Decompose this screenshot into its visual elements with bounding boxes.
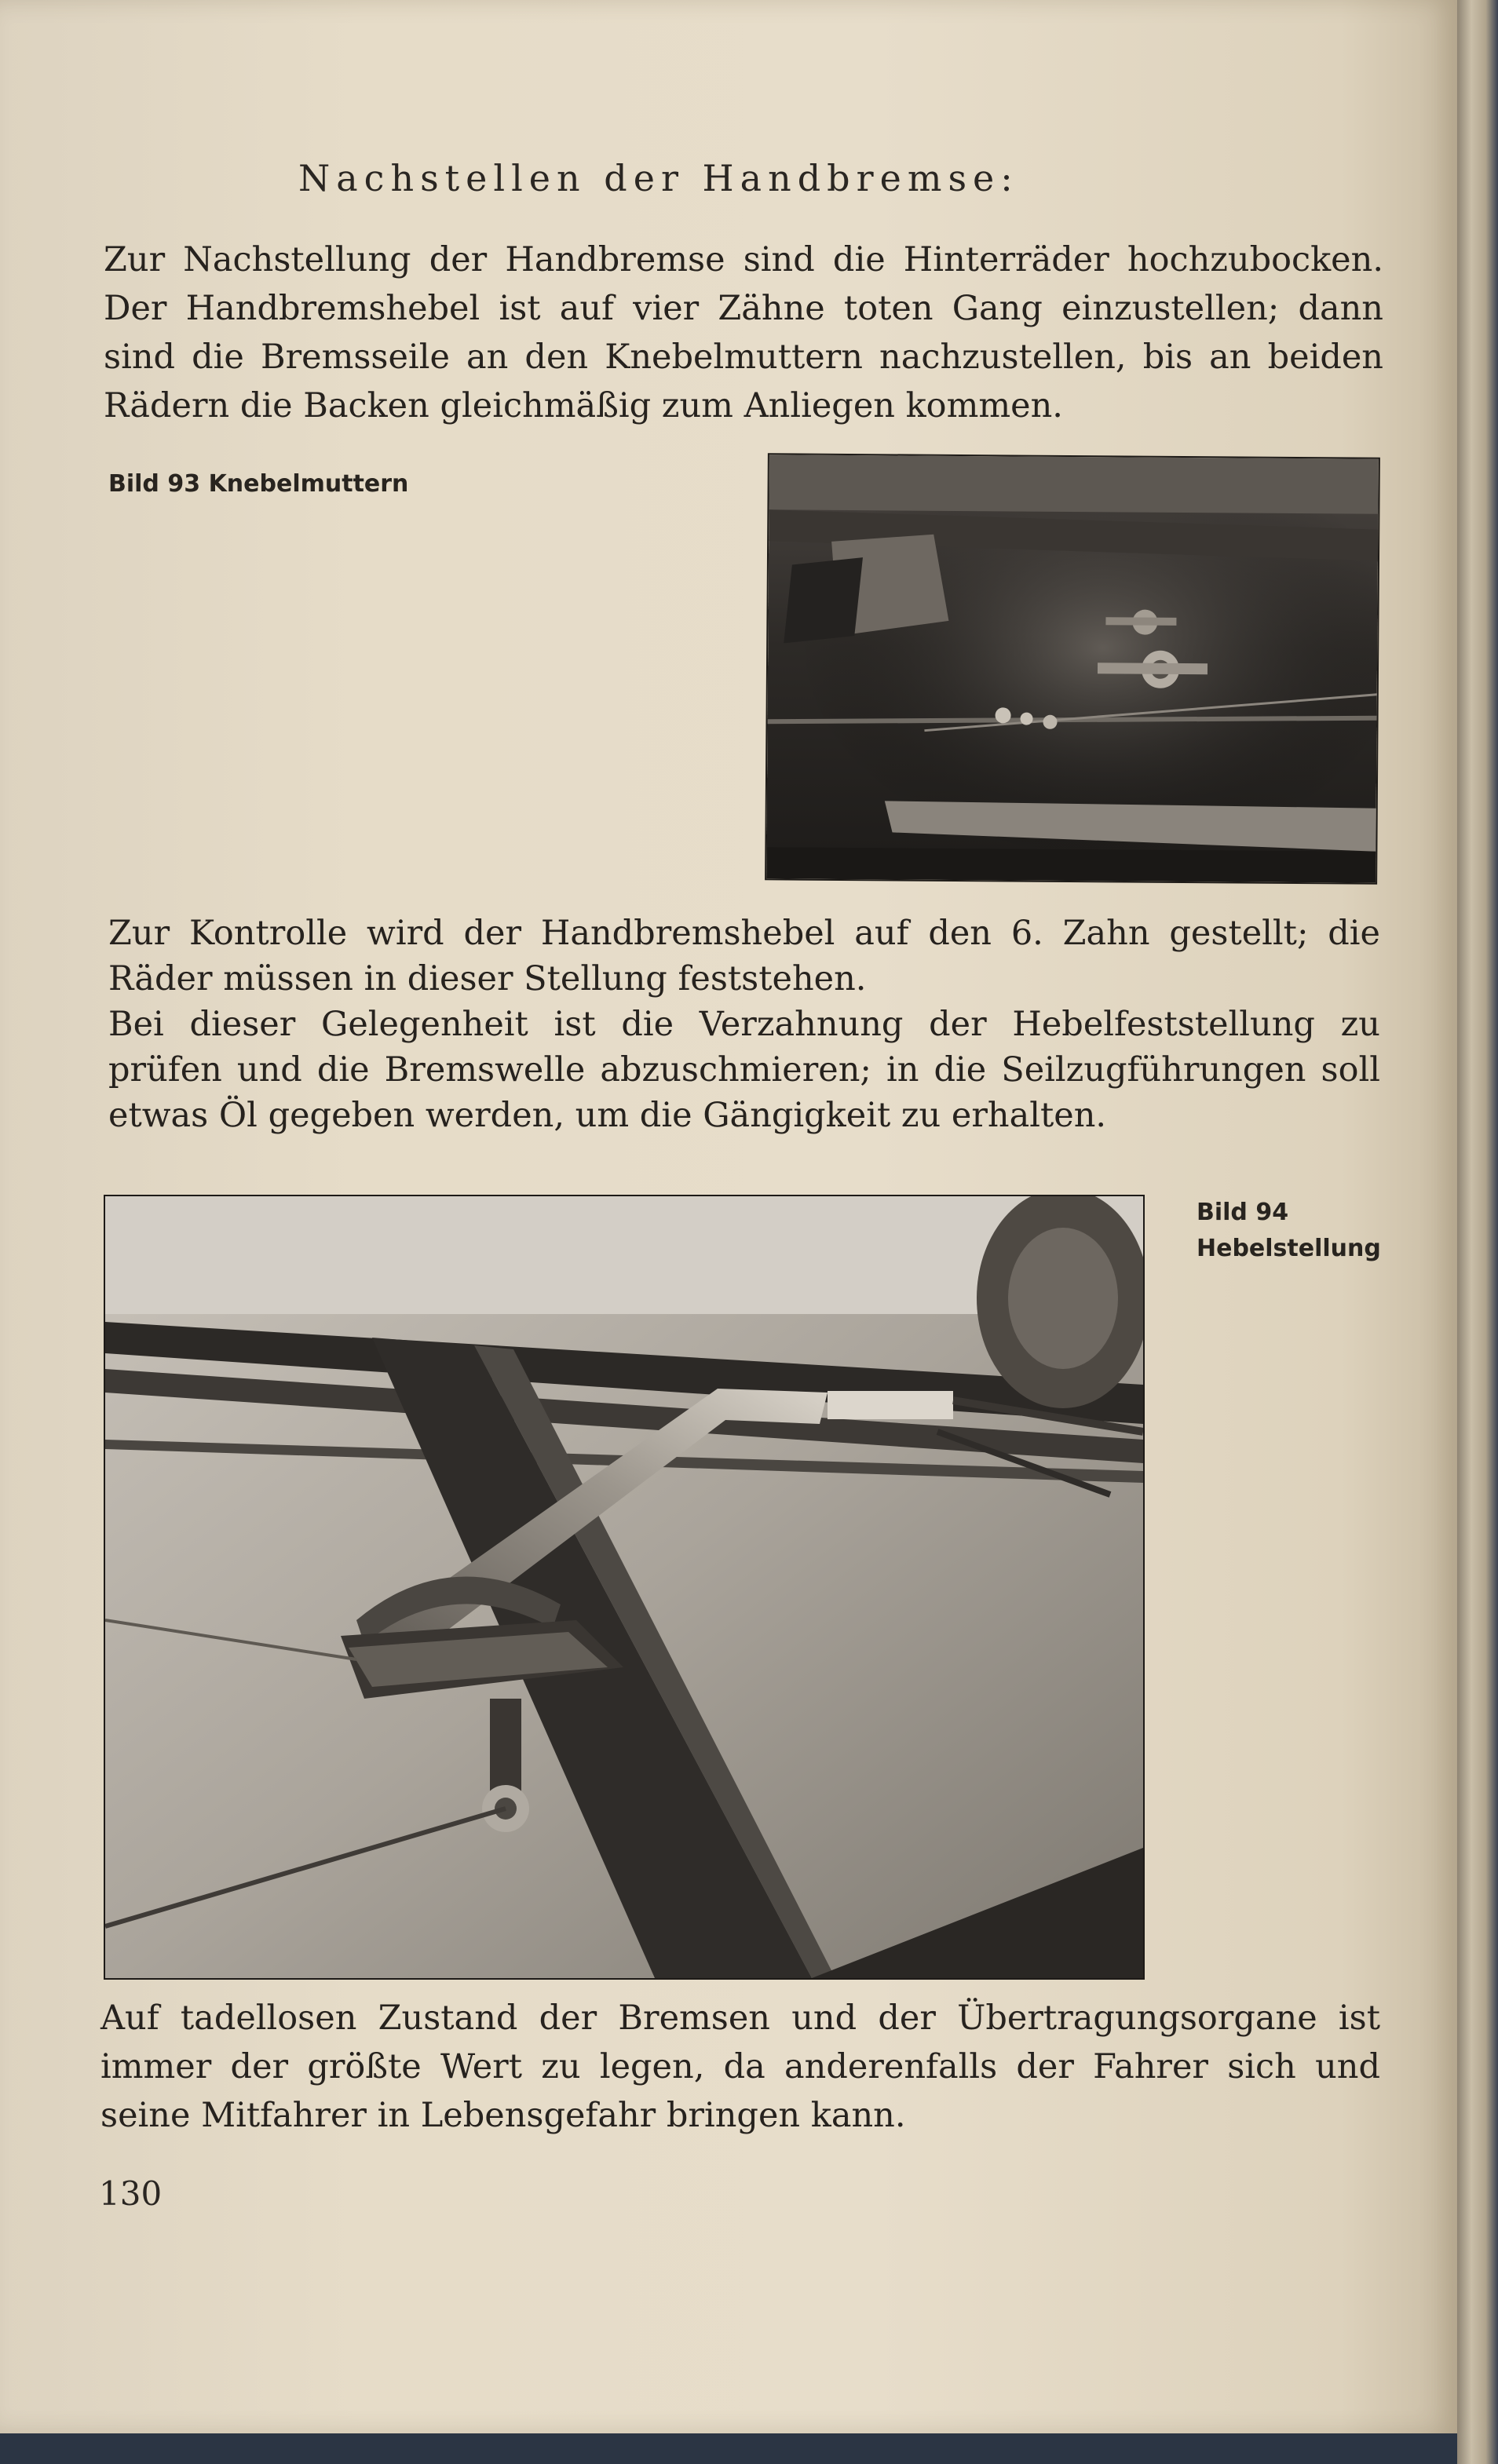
- figure-94-photo: [104, 1195, 1145, 1980]
- page-edge: [1457, 0, 1498, 2464]
- toggle-nuts-photo-illustration: [766, 454, 1379, 882]
- page-number: 130: [99, 2174, 163, 2213]
- figure-94-number: Bild 94: [1197, 1199, 1289, 1226]
- section-heading: Nachstellen der Handbremse:: [298, 157, 1019, 199]
- paragraph-lubrication: Bei dieser Gelegenheit ist die Verzahnung der Hebelfeststellung zu prüfen und die Bremswelle abzuschmieren; in die Seilzugführungen soll etwas Öl gegeben werden, um die Gängigkeit zu erhalten.: [108, 1005, 1380, 1135]
- paragraph-adjustment: Zur Nachstellung der Handbremse sind die Hinterräder hochzubocken. Der Handbremshebel ist auf vier Zähne toten Gang einzustellen; dann sind die Bremsseile an den Knebelmuttern nachzustellen, bis an beiden Rädern die Backen gleichmäßig zum Anliegen kommen.: [104, 240, 1383, 425]
- figure-93-caption: [108, 466, 408, 502]
- paragraph-check: Zur Kontrolle wird der Handbremshebel auf den 6. Zahn gestellt; die Räder müssen in dieser Stellung feststehen.: [108, 914, 1380, 998]
- figure-93-photo: [765, 453, 1380, 884]
- figure-94-caption: [1197, 1195, 1432, 1267]
- figure-94-title: Hebelstellung: [1197, 1235, 1381, 1262]
- paragraph-safety: Auf tadellosen Zustand der Bremsen und der Übertragungsorgane ist immer der größte Wert zu legen, da anderenfalls der Fahrer sich und seine Mitfahrer in Lebensgefahr bringen kann.: [100, 1999, 1380, 2135]
- lever-position-photo-illustration: [105, 1196, 1143, 1978]
- figure-93-number: Bild 93: [108, 470, 201, 498]
- figure-93-title: Knebelmuttern: [208, 470, 409, 498]
